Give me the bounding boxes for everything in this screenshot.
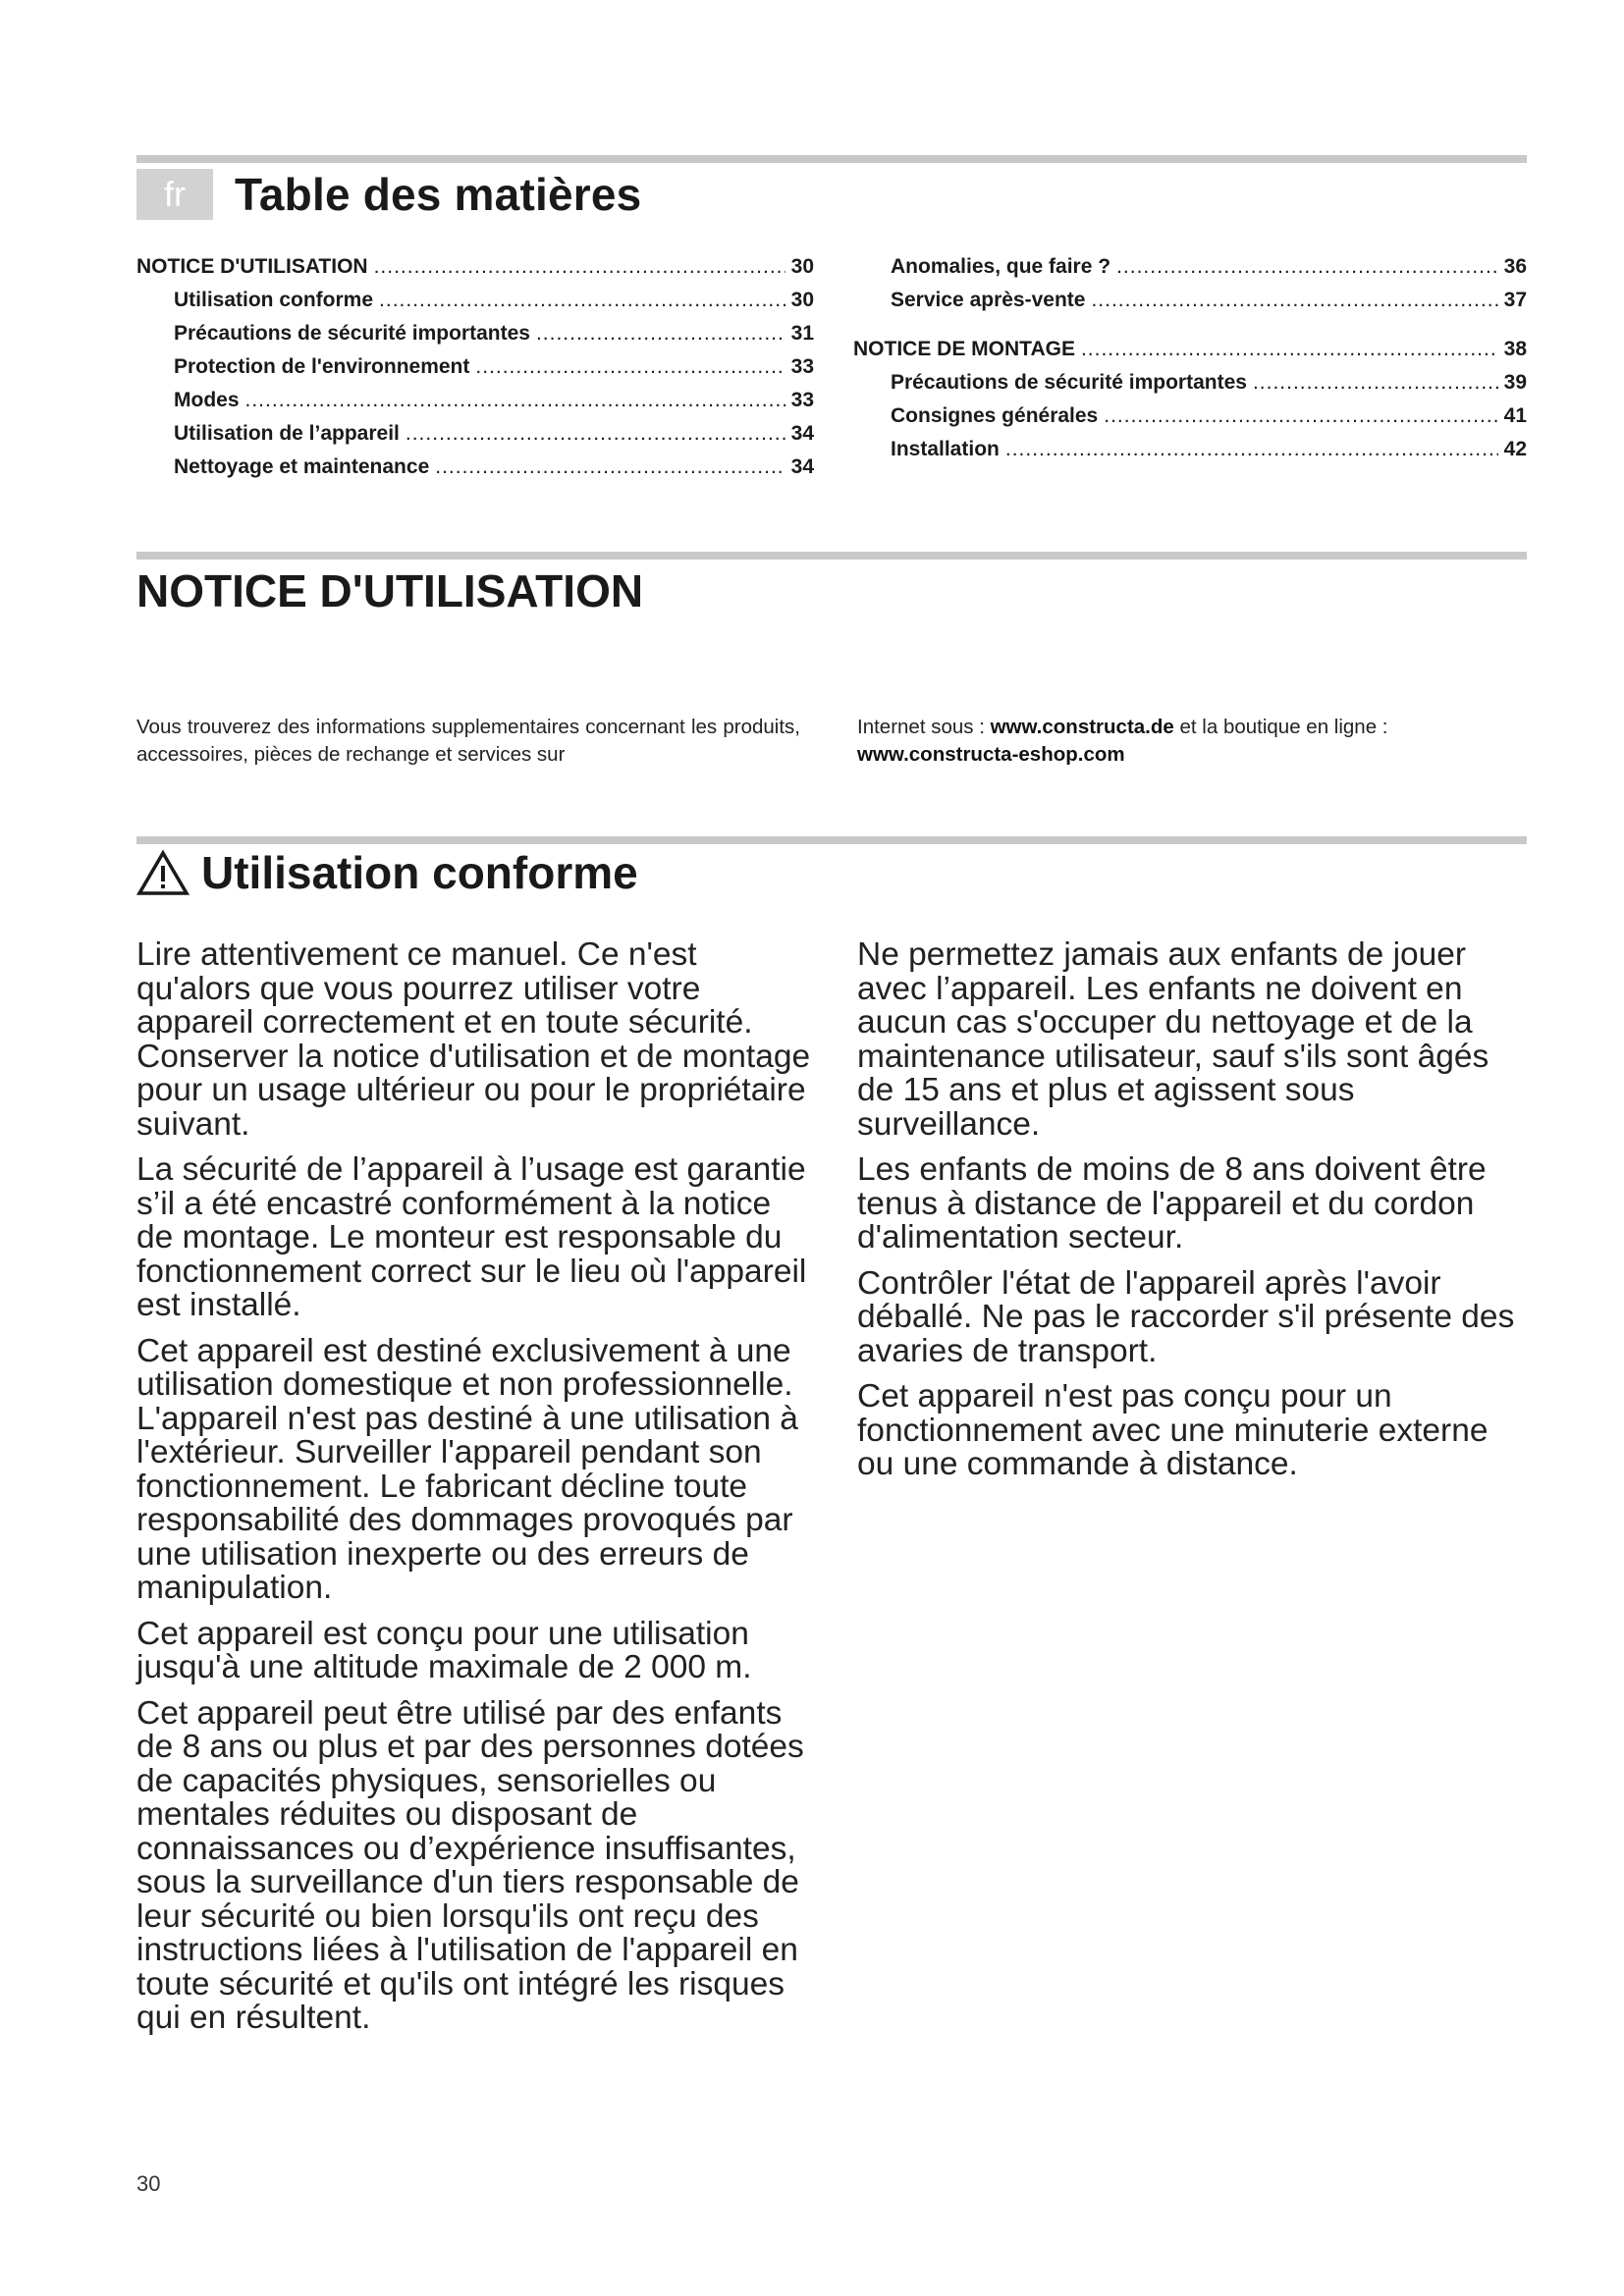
toc-entry[interactable] xyxy=(136,455,814,489)
toc-entry-label: Précautions de sécurité importantes xyxy=(891,371,1247,394)
toc-entry[interactable] xyxy=(853,438,1527,471)
toc-leader xyxy=(475,355,785,379)
paragraph: Contrôler l'état de l'appareil après l'avoir déballé. Ne pas le raccorder s'il présente des avaries de transport. xyxy=(857,1264,1515,1369)
toc-entry-label: Protection de l'environnement xyxy=(174,355,470,378)
intro-prefix: Internet sous : xyxy=(857,716,991,738)
toc-entry[interactable] xyxy=(136,322,814,355)
toc-leader xyxy=(379,289,785,312)
toc-entry[interactable] xyxy=(136,355,814,389)
toc-entry-page: 33 xyxy=(790,389,814,411)
notice-heading: NOTICE D'UTILISATION xyxy=(136,565,644,616)
toc-entry-page: 33 xyxy=(790,355,814,378)
toc-entry-page: 39 xyxy=(1503,371,1527,394)
toc-leader xyxy=(1081,338,1498,361)
toc-entry-label: Installation xyxy=(891,438,1000,460)
toc-entry[interactable] xyxy=(136,289,814,322)
toc-entry-label: Utilisation de l’appareil xyxy=(174,422,400,445)
toc-entry-page: 38 xyxy=(1503,338,1527,360)
warning-triangle-icon xyxy=(136,849,189,896)
toc-leader xyxy=(245,389,785,412)
intro-text-left: Vous trouverez des informations supplementaires concernant les produits, accessoires, pièces de rechange et services sur xyxy=(136,716,800,766)
toc-entry-label: Utilisation conforme xyxy=(174,289,374,311)
toc-leader xyxy=(406,422,785,446)
toc-leader xyxy=(1104,404,1497,428)
toc-entry-label: NOTICE DE MONTAGE xyxy=(853,338,1075,360)
toc-left-column xyxy=(136,255,814,489)
toc-entry-page: 36 xyxy=(1503,255,1527,278)
page-number: 30 xyxy=(136,2171,161,2196)
toc-entry-label: Consignes générales xyxy=(891,404,1099,427)
toc-entry[interactable] xyxy=(853,371,1527,404)
toc-entry[interactable] xyxy=(853,289,1527,322)
utilisation-heading xyxy=(136,846,638,899)
paragraph: Les enfants de moins de 8 ans doivent être tenus à distance de l'appareil et du cordon d'alimentation secteur. xyxy=(857,1151,1487,1255)
toc-title: Table des matières xyxy=(235,169,642,220)
paragraph: Cet appareil est destiné exclusivement à une utilisation domestique et non professionnelle. L'appareil n'est pas destiné à une utilisation à l'extérieur. Surveiller l'appareil pendant son fonctionnement. Le fabricant décline toute responsabilité des dommages provoqués par une utilisation inexperte ou des erreurs de manipulation. xyxy=(136,1332,798,1606)
toc-entry-page: 34 xyxy=(790,455,814,478)
toc-entry-page: 41 xyxy=(1503,404,1527,427)
intro-text-right xyxy=(857,714,1527,769)
eshop-link[interactable]: www.constructa-eshop.com xyxy=(857,743,1125,766)
paragraph: Cet appareil peut être utilisé par des enfants de 8 ans ou plus et par des personnes dotées de capacités physiques, sensorielles ou mentales réduites ou disposant de connaissances ou d’expérience insuffisantes, sous la surveillance d'un tiers responsable de leur sécurité ou bien lorsqu'ils ont reçu des instructions liées à l'utilisation de l'appareil en toute sécurité et qu'ils ont intégré les risques qui en résultent. xyxy=(136,1694,804,2036)
toc-entry[interactable] xyxy=(136,389,814,422)
body-right-column xyxy=(857,938,1527,1494)
paragraph: Cet appareil n'est pas conçu pour un fonctionnement avec une minuterie externe ou une commande à distance. xyxy=(857,1378,1489,1482)
utilisation-heading-text: Utilisation conforme xyxy=(201,847,638,898)
toc-entry-label: Modes xyxy=(174,389,240,411)
intro-mid: et la boutique en ligne : xyxy=(1173,716,1388,738)
toc-entry-label: Anomalies, que faire ? xyxy=(891,255,1111,278)
toc-entry[interactable] xyxy=(136,422,814,455)
toc-entry-label: Nettoyage et maintenance xyxy=(174,455,430,478)
toc-entry-label: Précautions de sécurité importantes xyxy=(174,322,530,345)
toc-leader xyxy=(374,255,785,279)
section-rule xyxy=(136,836,1527,844)
website-link[interactable]: www.constructa.de xyxy=(990,716,1174,738)
toc-entry-page: 34 xyxy=(790,422,814,445)
toc-entry-page: 37 xyxy=(1503,289,1527,311)
toc-entry-label: Service après-vente xyxy=(891,289,1086,311)
body-left-column xyxy=(136,938,814,2048)
top-rule xyxy=(136,155,1527,163)
toc-entry[interactable] xyxy=(853,338,1527,371)
toc-right-column xyxy=(853,255,1527,471)
toc-entry-page: 30 xyxy=(790,289,814,311)
toc-entry[interactable] xyxy=(853,255,1527,289)
toc-leader xyxy=(536,322,785,346)
paragraph: Lire attentivement ce manuel. Ce n'est qu'alors que vous pourrez utiliser votre appareil correctement et en toute sécurité. Conserver la notice d'utilisation et de montage pour un usage ultérieur ou pour le propriétaire suivant. xyxy=(136,936,811,1143)
paragraph: Ne permettez jamais aux enfants de jouer avec l’appareil. Les enfants ne doivent en aucun cas s'occuper du nettoyage et de la maintenance utilisateur, sauf s'ils sont âgés de 15 ans et plus et agissent sous surveillance. xyxy=(857,936,1489,1143)
toc-entry-page: 31 xyxy=(790,322,814,345)
paragraph: La sécurité de l’appareil à l’usage est garantie s’il a été encastré conformément à la notice de montage. Le monteur est responsable du fonctionnement correct sur le lieu où l'appareil est installé. xyxy=(136,1151,807,1323)
toc-leader xyxy=(1005,438,1498,461)
toc-leader xyxy=(1253,371,1498,395)
toc-leader xyxy=(1091,289,1497,312)
toc-entry-label: NOTICE D'UTILISATION xyxy=(136,255,368,278)
toc-entry[interactable] xyxy=(853,404,1527,438)
language-badge: fr xyxy=(136,169,213,220)
toc-header xyxy=(136,169,641,220)
toc-leader xyxy=(435,455,785,479)
paragraph: Cet appareil est conçu pour une utilisation jusqu'à une altitude maximale de 2 000 m. xyxy=(136,1615,752,1685)
toc-entry-page: 30 xyxy=(790,255,814,278)
toc-entry[interactable] xyxy=(136,255,814,289)
section-rule xyxy=(136,552,1527,560)
toc-leader xyxy=(1116,255,1498,279)
toc-entry-page: 42 xyxy=(1503,438,1527,460)
